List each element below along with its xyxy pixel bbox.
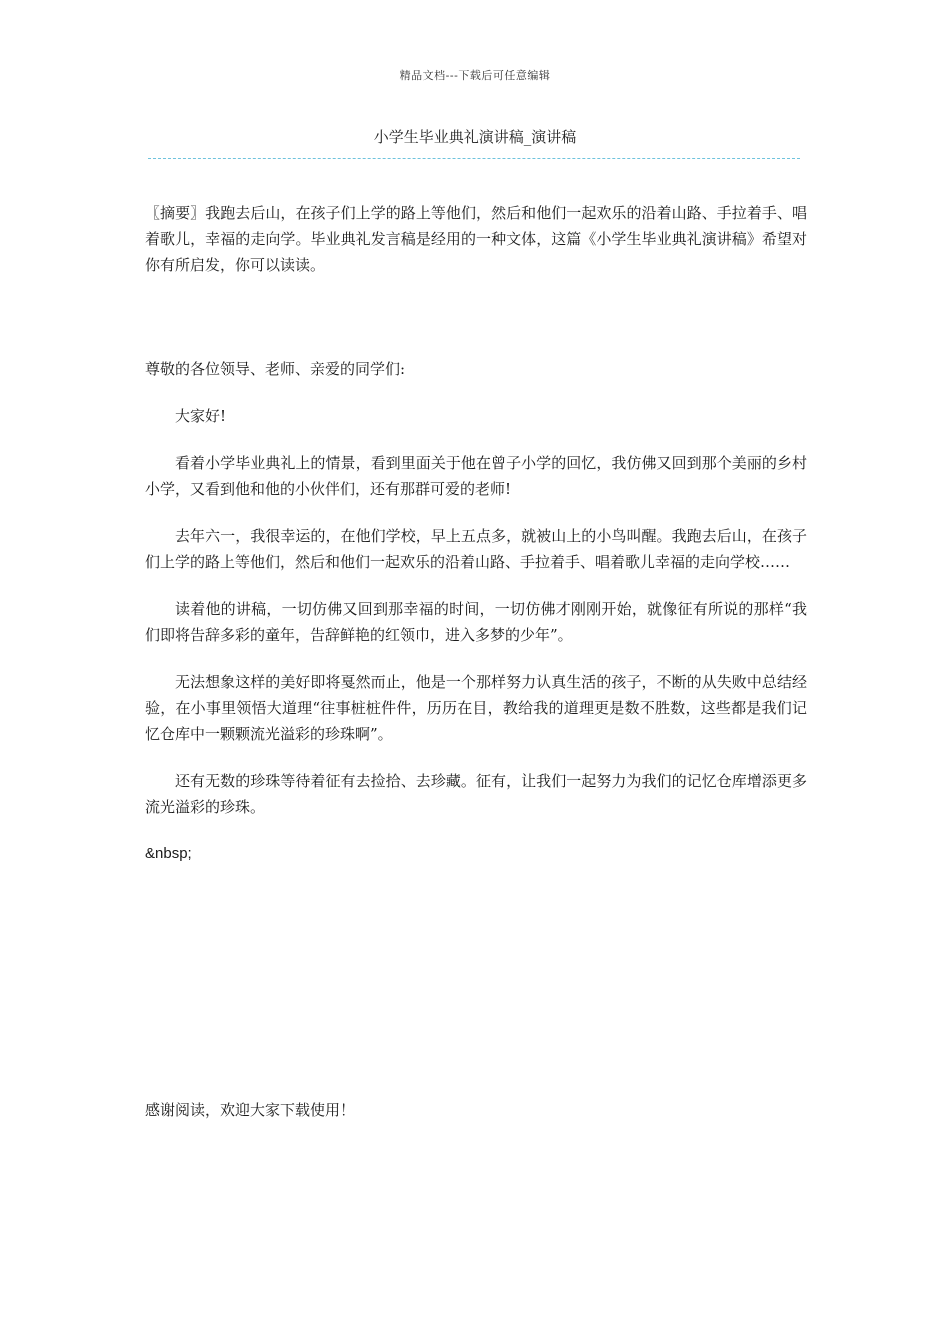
salutation: 尊敬的各位领导、老师、亲爱的同学们: — [145, 360, 406, 378]
title-divider — [148, 158, 800, 159]
thanks-note: 感谢阅读，欢迎大家下载使用！ — [145, 1101, 356, 1119]
document-body — [145, 200, 807, 867]
document-title: 小学生毕业典礼演讲稿_演讲稿 — [373, 128, 577, 146]
abstract-paragraph: 〖摘要〗我跑去后山，在孩子们上学的路上等他们，然后和他们一起欢乐的沿着山路、手拉着手、唱着歌儿，幸福的走向学。毕业典礼发言稿是经用的一种文体，这篇《小学生毕业典礼演讲稿》希望对你有所启发，你可以读读。 — [145, 204, 807, 274]
nbsp-text: &nbsp; — [145, 845, 192, 862]
body-paragraph: 读着他的讲稿，一切仿佛又回到那幸福的时间，一切仿佛才刚刚开始，就像征有所说的那样“我们即将告辞多彩的童年，告辞鲜艳的红领巾，进入多梦的少年”。 — [145, 600, 807, 644]
body-paragraph: 大家好! — [175, 407, 227, 425]
body-paragraph: 无法想象这样的美好即将戛然而止，他是一个那样努力认真生活的孩子，不断的从失败中总结经验，在小事里领悟大道理“往事桩桩件件，历历在目，教给我的道理更是数不胜数，这些都是我们记忆仓库中一颗颗流光溢彩的珍珠啊”。 — [145, 673, 807, 743]
page-header-caption: 精品文档---下载后可任意编辑 — [399, 69, 551, 82]
body-paragraph: 还有无数的珍珠等待着征有去捡拾、去珍藏。征有，让我们一起努力为我们的记忆仓库增添更多流光溢彩的珍珠。 — [145, 772, 807, 816]
body-paragraph: 看着小学毕业典礼上的情景，看到里面关于他在曾子小学的回忆，我仿佛又回到那个美丽的乡村小学，又看到他和他的小伙伴们，还有那群可爱的老师! — [145, 454, 807, 498]
body-paragraph: 去年六一，我很幸运的，在他们学校，早上五点多，就被山上的小鸟叫醒。我跑去后山，在孩子们上学的路上等他们，然后和他们一起欢乐的沿着山路、手拉着手、唱着歌儿幸福的走向学校…… — [145, 527, 807, 571]
